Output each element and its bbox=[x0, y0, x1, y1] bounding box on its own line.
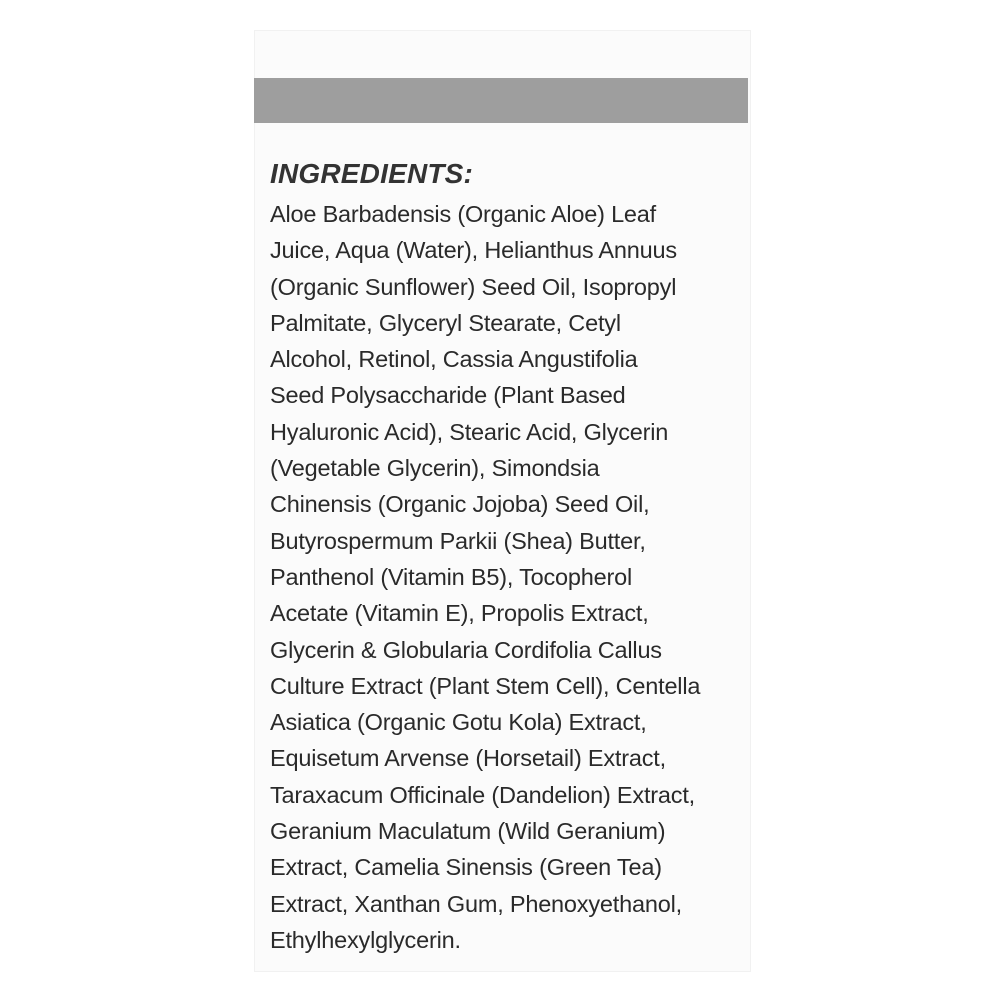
ingredients-line: Butyrospermum Parkii (Shea) Butter, bbox=[270, 527, 646, 554]
ingredients-line: Taraxacum Officinale (Dandelion) Extract, bbox=[270, 781, 695, 808]
ingredients-line: Equisetum Arvense (Horsetail) Extract, bbox=[270, 745, 666, 772]
ingredients-line: (Vegetable Glycerin), Simondsia bbox=[270, 455, 600, 482]
ingredients-line: Extract, Xanthan Gum, Phenoxyethanol, bbox=[270, 890, 682, 917]
ingredients-line: Extract, Camelia Sinensis (Green Tea) bbox=[270, 854, 662, 881]
ingredients-line: Glycerin & Globularia Cordifolia Callus bbox=[270, 636, 662, 663]
ingredients-list bbox=[270, 196, 740, 958]
gray-header-band bbox=[254, 78, 748, 123]
ingredients-line: Geranium Maculatum (Wild Geranium) bbox=[270, 818, 666, 845]
ingredients-line: Panthenol (Vitamin B5), Tocopherol bbox=[270, 563, 633, 590]
ingredients-line: Aloe Barbadensis (Organic Aloe) Leaf bbox=[270, 201, 657, 227]
ingredients-heading: INGREDIENTS: bbox=[270, 158, 474, 189]
ingredients-line: Juice, Aqua (Water), Helianthus Annuus bbox=[270, 237, 677, 264]
ingredients-line: Chinensis (Organic Jojoba) Seed Oil, bbox=[270, 491, 650, 518]
ingredients-section bbox=[270, 152, 740, 958]
ingredients-line: Seed Polysaccharide (Plant Based bbox=[270, 382, 626, 409]
ingredients-line: (Organic Sunflower) Seed Oil, Isopropyl bbox=[270, 273, 677, 300]
ingredients-line: Alcohol, Retinol, Cassia Angustifolia bbox=[270, 346, 638, 373]
ingredients-line: Culture Extract (Plant Stem Cell), Centella bbox=[270, 672, 701, 699]
ingredients-line: Acetate (Vitamin E), Propolis Extract, bbox=[270, 600, 649, 627]
ingredients-line: Asiatica (Organic Gotu Kola) Extract, bbox=[270, 709, 647, 736]
ingredients-line: Ethylhexylglycerin. bbox=[270, 926, 461, 953]
ingredients-line: Palmitate, Glyceryl Stearate, Cetyl bbox=[270, 309, 621, 336]
ingredients-line: Hyaluronic Acid), Stearic Acid, Glycerin bbox=[270, 418, 669, 445]
